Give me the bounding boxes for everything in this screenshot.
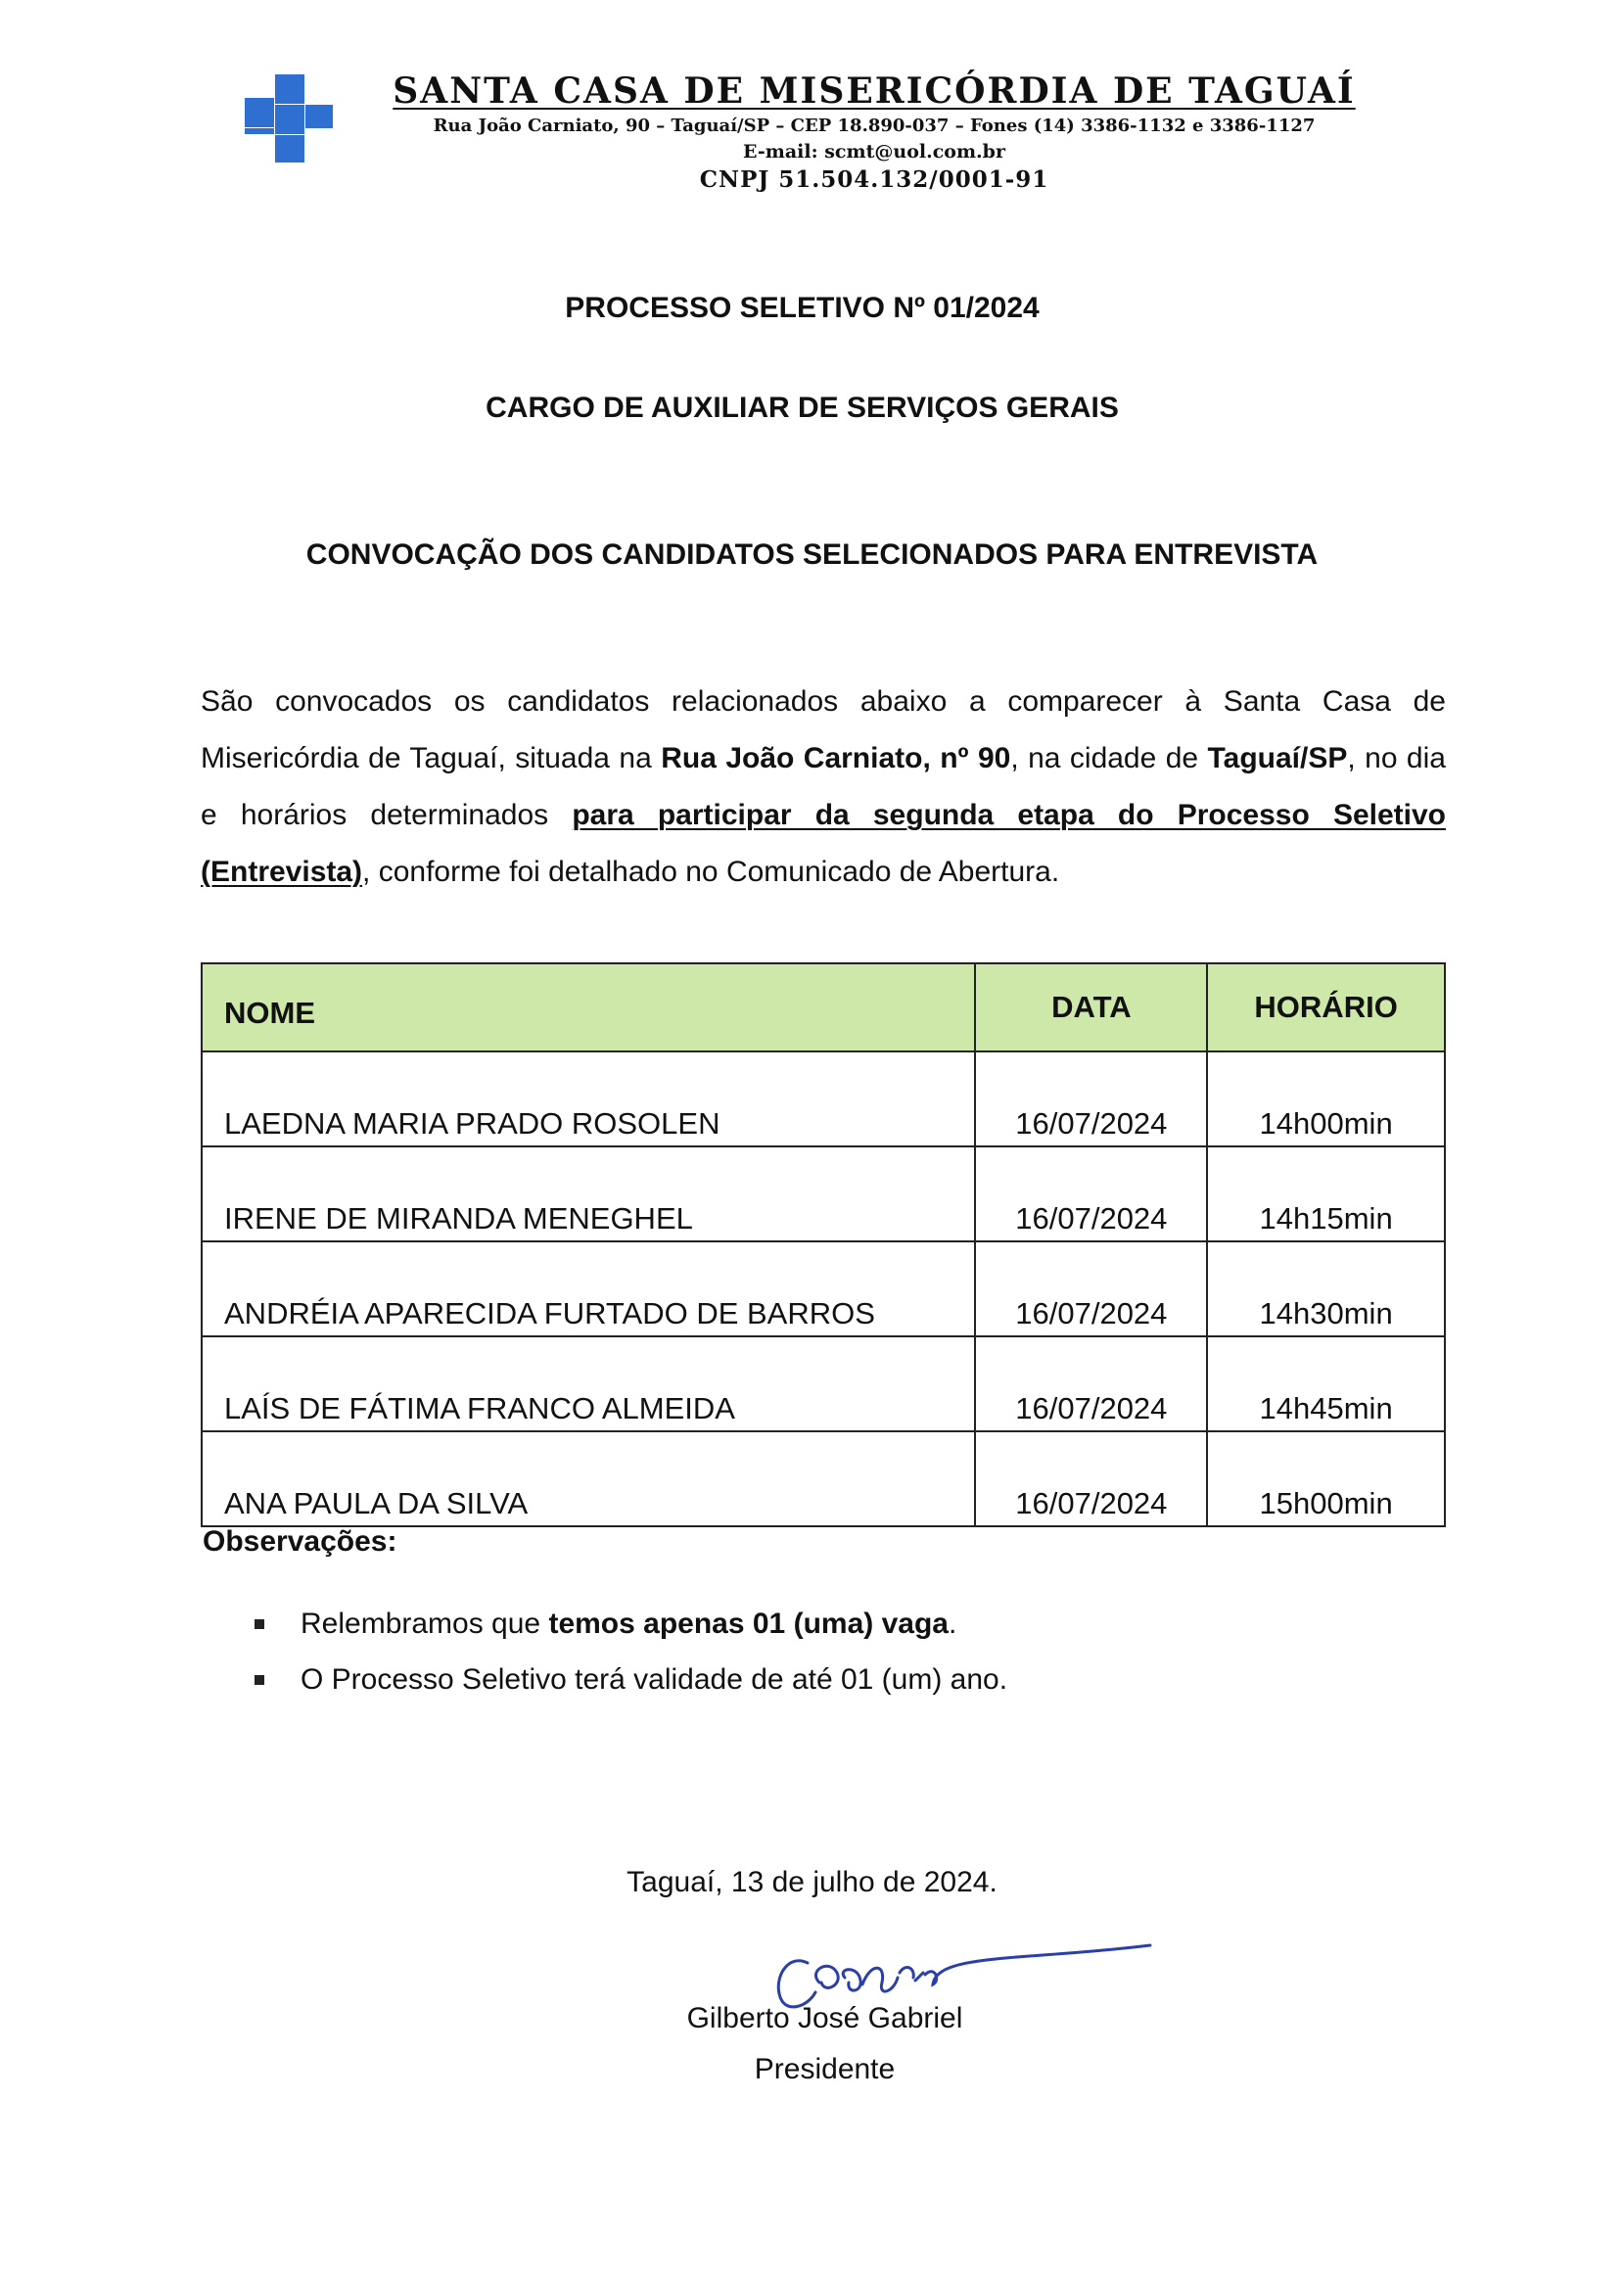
candidate-date: 16/07/2024 xyxy=(975,1051,1207,1146)
paragraph-text-2: , na cidade de xyxy=(1010,742,1208,774)
candidates-table xyxy=(201,962,1446,1527)
list-item xyxy=(250,1652,1007,1707)
candidate-date: 16/07/2024 xyxy=(975,1146,1207,1241)
paragraph-city: Taguaí/SP xyxy=(1207,742,1348,774)
institution-name: SANTA CASA DE MISERICÓRDIA DE TAGUAÍ xyxy=(393,70,1356,112)
observations-title: Observações: xyxy=(203,1525,397,1558)
candidate-time: 14h15min xyxy=(1207,1146,1445,1241)
table-row xyxy=(202,1146,1445,1241)
header-date: DATA xyxy=(975,963,1207,1051)
position-title: CARGO DE AUXILIAR DE SERVIÇOS GERAIS xyxy=(486,392,1119,424)
candidate-time: 14h00min xyxy=(1207,1051,1445,1146)
list-item xyxy=(250,1596,1007,1652)
signer-role: Presidente xyxy=(754,2053,896,2085)
letterhead xyxy=(245,69,1410,206)
bullet-icon xyxy=(255,1675,264,1685)
candidate-date: 16/07/2024 xyxy=(975,1431,1207,1526)
table-row xyxy=(202,1051,1445,1146)
candidate-time: 14h30min xyxy=(1207,1241,1445,1336)
paragraph-address: Rua João Carniato, nº 90 xyxy=(661,742,1011,774)
process-title: PROCESSO SELETIVO Nº 01/2024 xyxy=(565,292,1040,324)
institution-cnpj: CNPJ 51.504.132/0001-91 xyxy=(699,166,1049,193)
table-row xyxy=(202,1336,1445,1431)
candidate-name: LAÍS DE FÁTIMA FRANCO ALMEIDA xyxy=(202,1336,975,1431)
header-name: NOME xyxy=(202,963,975,1051)
paragraph-text-4: , conforme foi detalhado no Comunicado de Abertura. xyxy=(362,856,1060,888)
bullet-icon xyxy=(255,1619,264,1629)
date-line: Taguaí, 13 de julho de 2024. xyxy=(626,1866,998,1898)
summons-paragraph xyxy=(201,674,1446,901)
paragraph-text-1: São convocados os candidatos relacionados abaixo a comparecer à Santa Casa de Misericórdia de Taguaí, situada na xyxy=(201,685,1446,774)
paragraph-text-3: , no dia e horários determinados xyxy=(201,742,1446,831)
candidate-name: LAEDNA MARIA PRADO ROSOLEN xyxy=(202,1051,975,1146)
candidate-time: 15h00min xyxy=(1207,1431,1445,1526)
observation-1-bold: temos apenas 01 (uma) vaga xyxy=(548,1608,949,1640)
observation-1-suffix: . xyxy=(948,1608,957,1640)
cross-logo-icon xyxy=(245,74,333,163)
institution-email: E-mail: scmt@uol.com.br xyxy=(743,141,1005,163)
candidate-name: ANA PAULA DA SILVA xyxy=(202,1431,975,1526)
table-row xyxy=(202,1431,1445,1526)
summons-title: CONVOCAÇÃO DOS CANDIDATOS SELECIONADOS PARA ENTREVISTA xyxy=(305,538,1319,571)
candidate-date: 16/07/2024 xyxy=(975,1241,1207,1336)
observation-1-prefix: Relembramos que xyxy=(301,1608,549,1640)
signer-name: Gilberto José Gabriel xyxy=(686,2002,963,2034)
table-row xyxy=(202,1241,1445,1336)
observations-list xyxy=(250,1596,1007,1707)
candidate-time: 14h45min xyxy=(1207,1336,1445,1431)
paragraph-purpose: para participar da segunda etapa do Processo Seletivo (Entrevista) xyxy=(201,799,1446,888)
observation-2: O Processo Seletivo terá validade de até 01 (um) ano. xyxy=(301,1663,1008,1696)
candidate-name: IRENE DE MIRANDA MENEGHEL xyxy=(202,1146,975,1241)
candidate-date: 16/07/2024 xyxy=(975,1336,1207,1431)
table-header-row xyxy=(202,963,1445,1051)
candidate-name: ANDRÉIA APARECIDA FURTADO DE BARROS xyxy=(202,1241,975,1336)
institution-address: Rua João Carniato, 90 – Taguaí/SP – CEP 18.890-037 – Fones (14) 3386-1132 e 3386-1127 xyxy=(433,116,1316,136)
header-time: HORÁRIO xyxy=(1207,963,1445,1051)
